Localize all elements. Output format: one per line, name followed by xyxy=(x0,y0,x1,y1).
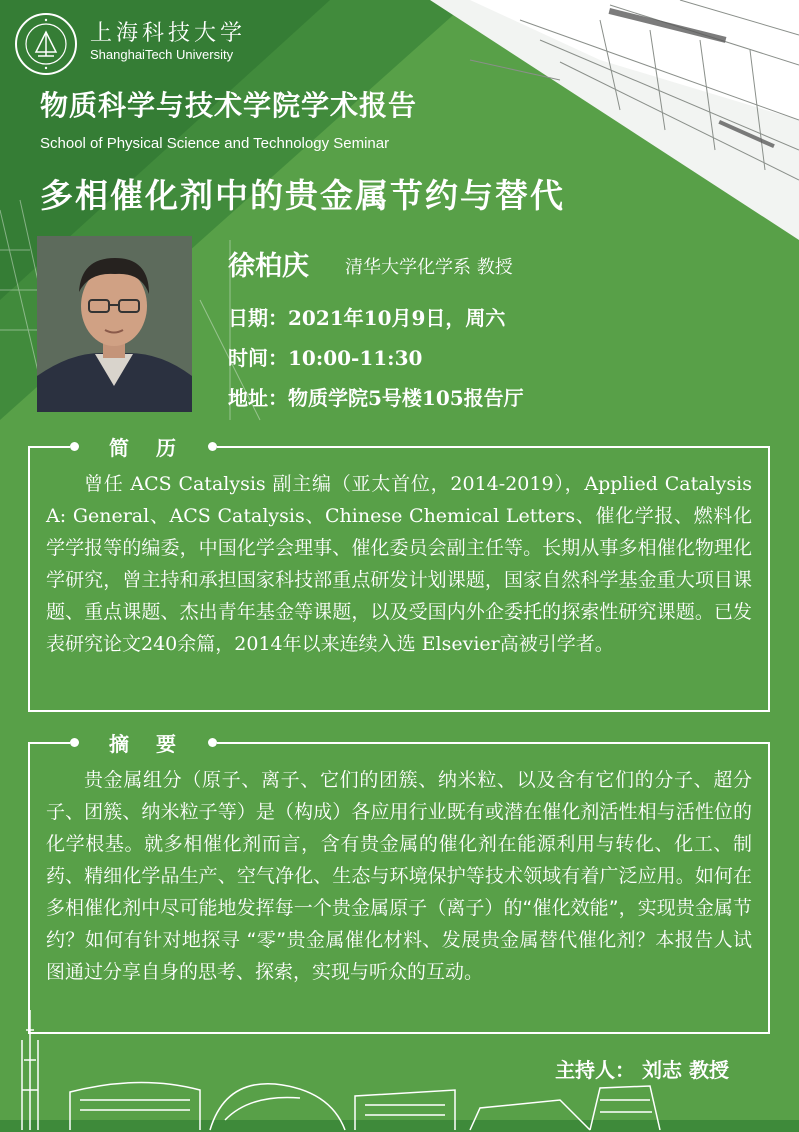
university-name-cn: 上海科技大学 xyxy=(90,21,247,46)
speaker-affiliation: 清华大学化学系 教授 xyxy=(345,257,513,278)
abstract-text: 贵金属组分（原子、离子、它们的团簇、纳米粒、以及含有它们的分子、超分子、团簇、纳米粒子等）是（构成）各应用行业既有或潜在催化剂活性相与活性位的化学根基。就多相催化剂而言，含有贵金属的催化剂在能源利用与转化、化工、制药、精细化学品生产、空气净化、生态与环境保护等技术领域有着广泛应用。如何在多相催化剂中尽可能地发挥每一个贵金属原子（离子）的“催化效能”，实现贵金属节约？如何有针对地探寻 “零”贵金属催化材料、发展贵金属替代催化剂？本报告人试图通过分享自身的思考、探索，实现与听众的互动。 xyxy=(46,769,752,983)
address-row xyxy=(228,382,524,411)
time-row xyxy=(228,342,422,371)
address-label: 地址： xyxy=(228,386,288,410)
bullet-dot-icon xyxy=(208,442,217,451)
abstract-text-block xyxy=(46,764,752,988)
date-value: 2021年10月9日，周六 xyxy=(288,306,506,330)
shanghaitech-seal-logo xyxy=(14,12,78,76)
host-line xyxy=(555,1054,729,1083)
seminar-title-cn: 物质科学与技术学院学术报告 xyxy=(40,89,418,122)
bio-text-block xyxy=(46,468,752,660)
bullet-dot-icon xyxy=(208,738,217,747)
seminar-title-en: School of Physical Science and Technology Seminar xyxy=(40,135,390,152)
abstract-heading xyxy=(70,729,217,755)
bio-heading xyxy=(70,433,217,459)
speaker-name: 徐柏庆 xyxy=(228,251,309,282)
host-label: 主持人： xyxy=(555,1058,636,1082)
bullet-dot-icon xyxy=(70,442,79,451)
host-name: 刘志 教授 xyxy=(642,1058,729,1082)
bullet-dot-icon xyxy=(70,738,79,747)
address-value: 物质学院5号楼105报告厅 xyxy=(288,386,524,410)
bio-heading-text: 简 历 xyxy=(109,435,186,460)
university-name-en: ShanghaiTech University xyxy=(90,47,234,62)
date-row xyxy=(228,302,505,331)
time-value: 10:00-11:30 xyxy=(288,346,423,370)
date-label: 日期： xyxy=(228,306,288,330)
bio-text: 曾任 ACS Catalysis 副主编（亚太首位，2014-2019），Applied Catalysis A: General、ACS Catalysis、Chinese Chemical Letters、催化学报、燃料化学学报等的编委，中国化学会理事、催化委员会副主任等。长期从事多相催化物理化学研究，曾主持和承担国家科技部重点研发计划课题，国家自然科学基金重大项目课题、重点课题、杰出青年基金等课题，以及受国内外企委托的探索性研究课题。已发表研究论文240余篇，2014年以来连续入选 Elsevier高被引学者。 xyxy=(46,473,752,655)
time-label: 时间： xyxy=(228,346,288,370)
abstract-heading-text: 摘 要 xyxy=(109,731,186,756)
talk-title: 多相催化剂中的贵金属节约与替代 xyxy=(40,176,565,215)
speaker-portrait xyxy=(37,236,192,412)
